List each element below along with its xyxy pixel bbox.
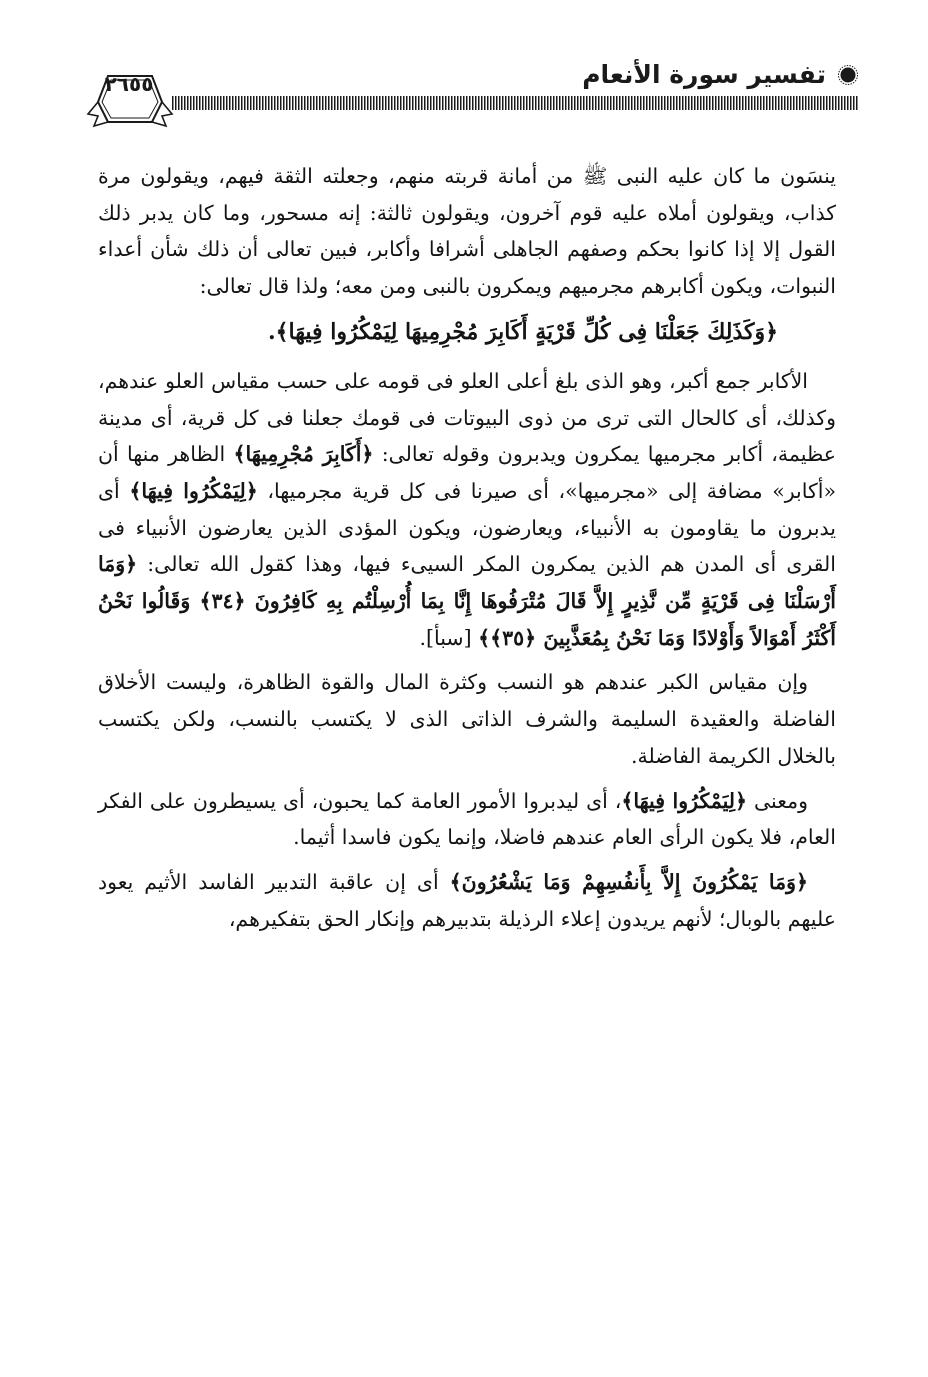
- paragraph-2: [98, 363, 836, 657]
- body-text: [98, 158, 836, 945]
- text-segment: ، أى ليدبروا الأمور العامة كما يحبون، أى يسيطرون على الفكر العام، فلا يكون الرأى العام عندهم فاضلا، وإنما يكون فاسدا أثيما.: [98, 788, 836, 850]
- quran-quote: ﴿لِيَمْكُرُوا فِيهَا﴾: [621, 788, 748, 813]
- quran-quote: ﴿لِيَمْكُرُوا فِيهَا﴾: [129, 478, 258, 503]
- text-segment: ينسَون ما كان عليه النبى ﷺ من أمانة قربته منهم، وجعلته الثقة فيهم، ويقولون مرة كذاب، ويقولون أملاه عليه قوم آخرون، ويقولون ثالثة: إنه مسحور، وما كان يدبر ذلك القول إلا إذا كانوا بحكم وصفهم الجاهلى أشرافا وأكابر، فبين تعالى أن ذلك شأن أعداء النبوات، ويكون أكابرهم مجرميهم ويمكرون بالنبى ومن معه؛ ولذا قال تعالى:: [98, 164, 836, 299]
- text-segment: [سبأ].: [419, 625, 479, 650]
- text-segment: الظاهر منها أن «أكابر» مضافة إلى «مجرميها»، أى صيرنا فى كل قرية مجرميها،: [98, 442, 836, 503]
- text-segment: وإن مقياس الكبر عندهم هو النسب وكثرة المال والقوة الظاهرة، وليست الأخلاق الفاضلة والعقيدة السليمة والشرف الذاتى الذى لا يكتسب بالنسب، ولكن يكتسب بالخلال الكريمة الفاضلة.: [98, 670, 836, 768]
- quran-quote: ﴿وَمَا أَرْسَلْنَا فِى قَرْيَةٍ مِّن نَّذِيرٍ إِلاَّ قَالَ مُتْرَفُوهَا إِنَّا بِمَا أُرْسِلْتُم بِهِ كَافِرُونَ ﴿٣٤﴾ وَقَالُوا نَحْنُ أَكْثَرُ أَمْوَالاً وَأَوْلادًا وَمَا نَحْنُ بِمُعَذَّبِينَ ﴿٣٥﴾﴾: [98, 552, 837, 650]
- text-segment: الأكابر جمع أكبر، وهو الذى بلغ أعلى العلو فى قومه على حسب مقياس العلو عندهم، وكذلك، أى كالحال التى ترى من ذوى البيوتات فى قومك جعلنا فى كل قرية، أى مدينة عظيمة، أكابر مجرميها يمكرون ويدبرون وقوله تعالى:: [98, 368, 837, 467]
- page-number: ٢٦٥٥: [104, 72, 154, 96]
- quran-quote: ﴿وَمَا يَمْكُرُونَ إِلاَّ بِأَنفُسِهِمْ وَمَا يَشْعُرُونَ﴾: [449, 869, 808, 894]
- surah-title: تفسير سورة الأنعام: [582, 60, 826, 89]
- verse-block: ﴿وَكَذَلِكَ جَعَلْنَا فِى كُلِّ قَرْيَةٍ أَكَابِرَ مُجْرِمِيهَا لِيَمْكُرُوا فِيهَا﴾.: [268, 318, 779, 345]
- header-rule: [172, 96, 858, 110]
- header-title-row: [582, 60, 858, 89]
- paragraph-4: [98, 783, 836, 856]
- paragraph-1: [98, 158, 836, 305]
- text-segment: أى إن عاقبة التدبير الفاسد الأثيم يعود عليهم بالوبال؛ لأنهم يريدون إعلاء الرذيلة بتدبيرهم وإنكار الحق بتفكيرهم،: [98, 869, 836, 931]
- paragraph-3: [98, 664, 836, 774]
- text-segment: أى يدبرون ما يقاومون به الأنبياء، ويعارضون، ويكون المؤدى الذين يعارضون الأنبياء فى القرى أى المدن هم الذين يمكرون المكر السيىء فيها، وهذا كقول الله تعالى:: [98, 478, 836, 577]
- page-header: [86, 52, 858, 132]
- ornament-icon: [838, 65, 858, 85]
- text-segment: ومعنى: [747, 788, 809, 813]
- paragraph-5: [98, 864, 836, 937]
- quran-quote: ﴿أَكَابِرَ مُجْرِمِيهَا﴾: [233, 442, 374, 467]
